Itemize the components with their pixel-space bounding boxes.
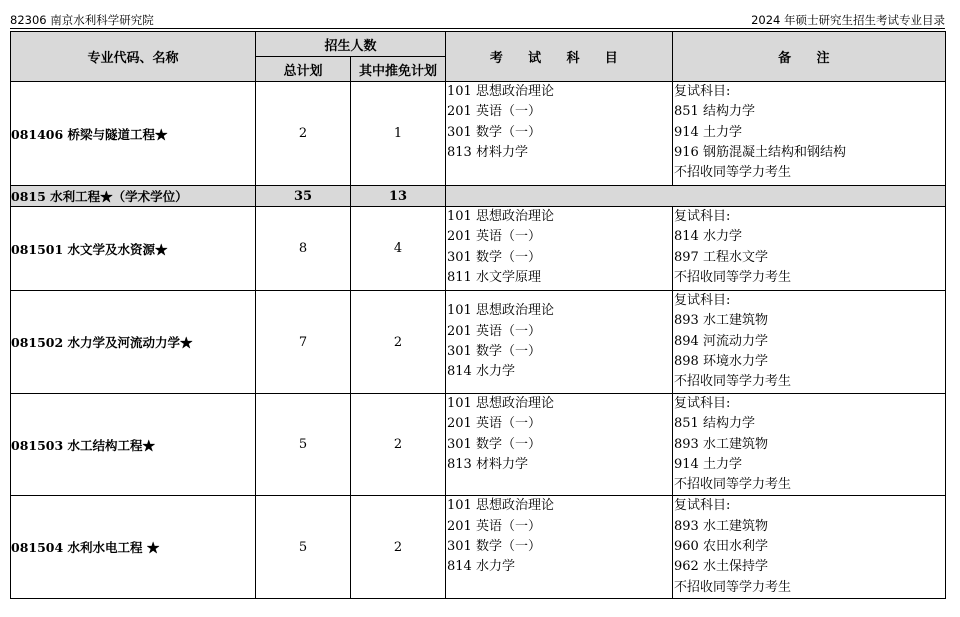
- remark-item: 814 水力学: [674, 229, 742, 245]
- discipline-name: 0815 水利工程★（学术学位）: [11, 186, 256, 207]
- remark-item: 851 结构力学: [674, 104, 755, 120]
- remarks: [673, 394, 946, 496]
- exempt-plan-value: 2: [351, 394, 446, 496]
- remark-item: 不招收同等学力考生: [674, 165, 792, 181]
- remark-item: 复试科目:: [674, 293, 731, 308]
- exam-subject-item: 301 数学（一）: [447, 124, 541, 140]
- exam-subjects: [446, 496, 673, 599]
- col-header-major: 专业代码、名称: [11, 32, 256, 82]
- exam-subject-item: 101 思想政治理论: [447, 209, 554, 224]
- remarks: [673, 207, 946, 291]
- exempt-plan-value: 1: [351, 82, 446, 186]
- exam-subjects: [446, 207, 673, 291]
- discipline-group-row: [11, 186, 946, 207]
- exam-subjects: [446, 82, 673, 186]
- col-header-exempt-plan: 其中推免计划: [351, 57, 446, 82]
- table-row: [11, 82, 946, 186]
- table-row: [11, 496, 946, 599]
- total-plan-value: 35: [256, 186, 351, 207]
- exempt-plan-value: 4: [351, 207, 446, 291]
- remark-item: 914 土力学: [674, 124, 742, 140]
- catalog-title: 2024 年硕士研究生招生考试专业目录: [751, 13, 945, 27]
- table-row: [11, 291, 946, 394]
- col-header-total-plan: 总计划: [256, 57, 351, 82]
- total-plan-value: 5: [256, 496, 351, 599]
- remark-item: 916 钢筋混凝土结构和钢结构: [674, 144, 846, 160]
- major-name: 081502 水力学及河流动力学★: [11, 291, 256, 394]
- exam-subjects: [446, 291, 673, 394]
- institution-code-name: 82306 南京水利科学研究院: [10, 13, 154, 27]
- remarks: [673, 291, 946, 394]
- exempt-plan-value: 2: [351, 496, 446, 599]
- remark-item: 893 水工建筑物: [674, 518, 768, 534]
- col-header-remarks: 备 注: [673, 32, 946, 82]
- total-plan-value: 2: [256, 82, 351, 186]
- exam-subject-item: 201 英语（一）: [447, 416, 541, 432]
- remark-item: 897 工程水文学: [674, 249, 768, 265]
- exam-subject-item: 301 数学（一）: [447, 539, 541, 555]
- remark-item: 894 河流动力学: [674, 333, 768, 349]
- exam-subject-item: 101 思想政治理论: [447, 396, 554, 411]
- remark-item: 不招收同等学力考生: [674, 477, 792, 493]
- exam-subject-item: 101 思想政治理论: [447, 84, 554, 99]
- exam-subjects: [446, 394, 673, 496]
- remark-item: 不招收同等学力考生: [674, 269, 792, 285]
- exam-subject-item: 201 英语（一）: [447, 104, 541, 120]
- total-plan-value: 7: [256, 291, 351, 394]
- exam-subject-item: 301 数学（一）: [447, 344, 541, 359]
- remark-item: 不招收同等学力考生: [674, 374, 792, 390]
- exam-subject-item: 201 英语（一）: [447, 229, 541, 245]
- remark-item: 复试科目:: [674, 498, 731, 514]
- remark-item: 复试科目:: [674, 396, 731, 411]
- remarks: [673, 82, 946, 186]
- exam-subject-item: 101 思想政治理论: [447, 498, 554, 514]
- table-row: [11, 394, 946, 496]
- major-name: 081501 水文学及水资源★: [11, 207, 256, 291]
- remark-item: 893 水工建筑物: [674, 436, 768, 452]
- exam-subject-item: 813 材料力学: [447, 456, 528, 472]
- total-plan-value: 8: [256, 207, 351, 291]
- major-catalog-table: [10, 31, 946, 599]
- group-empty-cell: [446, 186, 946, 207]
- remark-item: 898 环境水力学: [674, 353, 768, 369]
- exam-subject-item: 201 英语（一）: [447, 518, 541, 534]
- major-name: 081504 水利水电工程 ★: [11, 496, 256, 599]
- exam-subject-item: 814 水力学: [447, 559, 515, 575]
- exam-subject-item: 301 数学（一）: [447, 249, 541, 265]
- exam-subject-item: 811 水文学原理: [447, 269, 541, 285]
- exam-subject-item: 101 思想政治理论: [447, 303, 554, 319]
- total-plan-value: 5: [256, 394, 351, 496]
- exam-subject-item: 301 数学（一）: [447, 436, 541, 452]
- remark-item: 851 结构力学: [674, 416, 755, 432]
- remark-item: 893 水工建筑物: [674, 313, 768, 329]
- col-header-exam-subjects: 考 试 科 目: [446, 32, 673, 82]
- table-row: [11, 207, 946, 291]
- header-rule: [10, 28, 945, 29]
- page-header: [10, 10, 945, 28]
- major-name: 081406 桥梁与隧道工程★: [11, 82, 256, 186]
- remarks: [673, 496, 946, 599]
- major-name: 081503 水工结构工程★: [11, 394, 256, 496]
- remark-item: 不招收同等学力考生: [674, 579, 792, 595]
- exam-subject-item: 814 水力学: [447, 364, 515, 380]
- remark-item: 复试科目:: [674, 209, 731, 224]
- remark-item: 914 土力学: [674, 456, 742, 472]
- remark-item: 960 农田水利学: [674, 539, 768, 555]
- col-header-enrollment: 招生人数: [256, 32, 446, 57]
- remark-item: 复试科目:: [674, 84, 731, 99]
- exam-subject-item: 813 材料力学: [447, 144, 528, 160]
- remark-item: 962 水土保持学: [674, 559, 768, 575]
- exempt-plan-value: 2: [351, 291, 446, 394]
- exempt-plan-value: 13: [351, 186, 446, 207]
- exam-subject-item: 201 英语（一）: [447, 323, 541, 339]
